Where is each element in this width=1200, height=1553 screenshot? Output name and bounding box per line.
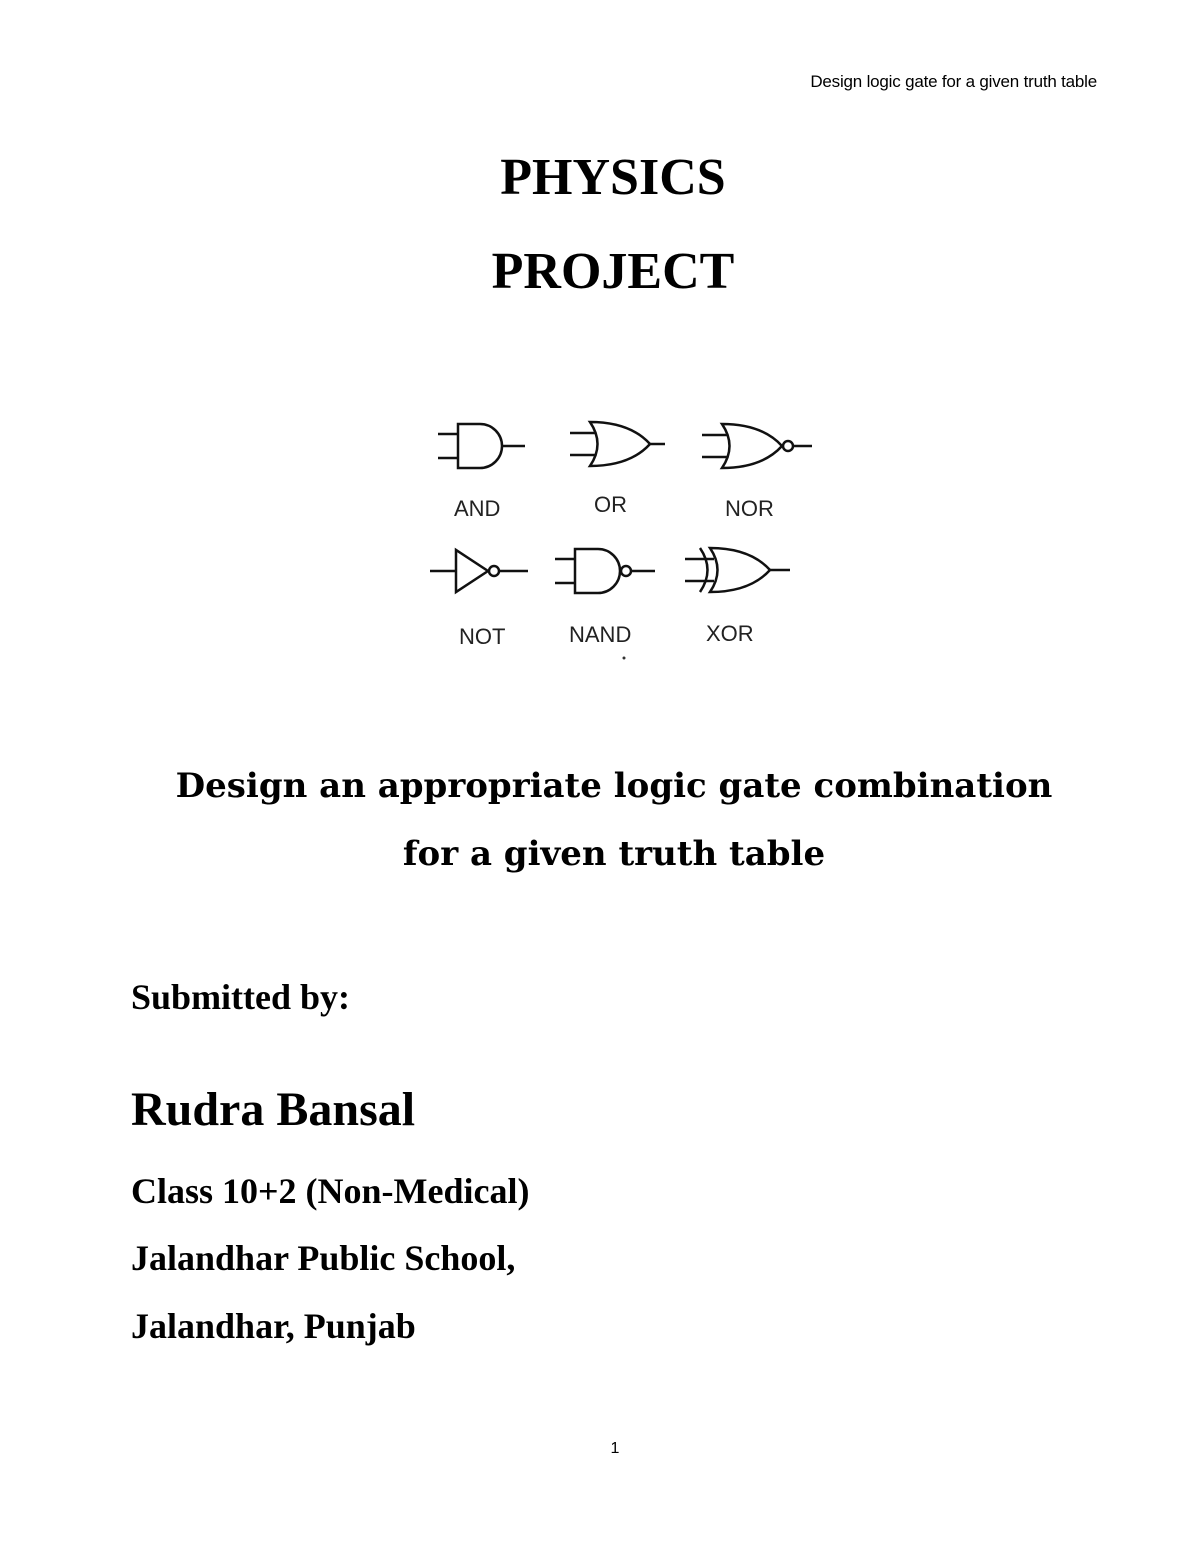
title-line-2: PROJECT xyxy=(491,243,735,300)
submitted-by-label: Submitted by: xyxy=(131,977,351,1017)
student-name: Rudra Bansal xyxy=(131,1083,416,1136)
logic-gates-figure xyxy=(420,400,830,670)
nand-label: NAND xyxy=(569,622,632,647)
or-label: OR xyxy=(594,492,627,517)
nor-label: NOR xyxy=(725,496,774,521)
xor-label: XOR xyxy=(706,621,754,646)
student-class: Class 10+2 (Non-Medical) xyxy=(131,1171,530,1211)
xor-gate-icon xyxy=(685,548,790,592)
stray-dot xyxy=(623,657,626,660)
nand-gate-icon xyxy=(555,549,655,593)
subtitle-line-2: for a given truth table xyxy=(402,834,826,874)
and-label: AND xyxy=(454,496,501,521)
logic-gates-svg xyxy=(420,400,830,670)
nor-gate-icon xyxy=(702,424,812,468)
or-gate-icon xyxy=(570,422,665,466)
not-gate-icon xyxy=(430,550,528,592)
page-number: 1 xyxy=(610,1440,620,1457)
not-label: NOT xyxy=(459,624,506,649)
and-gate-icon xyxy=(438,424,525,468)
title-line-1: PHYSICS xyxy=(500,149,726,206)
school-city: Jalandhar, Punjab xyxy=(131,1306,416,1346)
running-header: Design logic gate for a given truth table xyxy=(810,72,1097,91)
school-name: Jalandhar Public School, xyxy=(131,1238,516,1278)
subtitle-line-1: Design an appropriate logic gate combination xyxy=(175,766,1053,806)
